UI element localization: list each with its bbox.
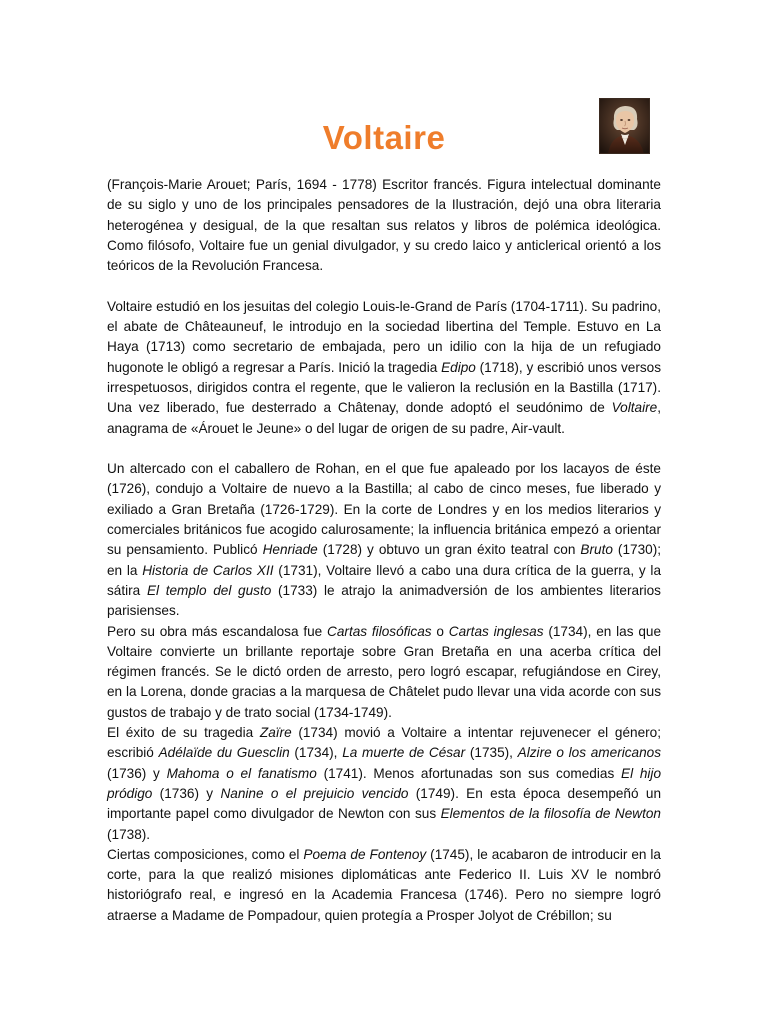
paragraph-text: (1735),: [465, 745, 518, 761]
paragraph-text: Ciertas composiciones, como el: [107, 846, 304, 862]
italic-title-text: Nanine o el prejuicio vencido: [220, 785, 409, 801]
italic-title-text: Poema de Fontenoy: [303, 846, 427, 862]
body-paragraph: [107, 622, 661, 723]
paragraph-text: (1730); en la: [107, 542, 661, 578]
italic-title-text: Historia de Carlos XII: [142, 562, 274, 578]
paragraph-text: Voltaire estudió en los jesuitas del colegio Louis-le-Grand de París (1704-1711). Su padrino, el abate de Châteauneuf, le introdujo en la sociedad libertina del Temple. Estuvo en La Haya (1713) como secretario de embajada, pero un idilio con la hija de un refugiado hugonote le obligó a regresar a París. Inició la tragedia: [107, 298, 661, 375]
paragraph-text: (1741). Menos afortunadas son sus comedias: [316, 765, 621, 781]
paragraph-text: (1736) y: [107, 765, 167, 781]
paragraph-text: (1749). En esta época desempeñó un importante papel como divulgador de Newton con sus: [107, 785, 662, 822]
italic-title-text: Cartas filosóficas: [327, 623, 432, 639]
paragraph-text: (1738).: [107, 826, 151, 842]
italic-title-text: La muerte de César: [342, 745, 466, 761]
paragraph-text: (1745), le acabaron de introducir en la corte, para la que realizó misiones diplomáticas ante Federico II. Luis XV le nombró historiógrafo real, e ingresó en la Academia Francesa (1746). Pero no siempre logró atraerse a Madame de Pompadour, quien protegía a Prosper Jolyot de Crébillon; su: [107, 846, 661, 923]
body-paragraph: [107, 845, 661, 926]
paragraph-text: (1736) y: [152, 785, 221, 801]
paragraph-text: (1734),: [289, 745, 343, 761]
italic-title-text: Henriade: [262, 542, 318, 558]
paragraph-text: (1734) movió a Voltaire a intentar rejuvenecer el género; escribió: [107, 725, 661, 761]
italic-title-text: Mahoma o el fanatismo: [166, 765, 317, 781]
italic-title-text: Edipo: [441, 359, 476, 375]
paragraph-text: , anagrama de «Árouet le Jeune» o del lugar de origen de su padre, Air-vault.: [107, 400, 661, 436]
article-body: [107, 175, 661, 926]
italic-title-text: Elementos de la filosofía de Newton: [440, 806, 661, 822]
italic-title-text: Zaïre: [259, 725, 292, 741]
body-paragraph: [107, 459, 661, 621]
body-paragraph: [107, 297, 661, 439]
italic-title-text: El hijo pródigo: [107, 765, 661, 801]
portrait-of-voltaire-icon: [599, 98, 650, 154]
italic-title-text: Bruto: [580, 542, 613, 558]
paragraph-text: Un altercado con el caballero de Rohan, en el que fue apaleado por los lacayos de éste (1726), condujo a Voltaire de nuevo a la Bastilla; al cabo de cinco meses, fue liberado y exiliado a Gran Bretaña (1726-1729). En la corte de Londres y en los medios literarios y comerciales británicos fue acogido calurosamente; la influencia británica empezó a orientar su pensamiento. Publicó: [107, 461, 661, 558]
italic-title-text: Adélaïde du Guesclin: [158, 745, 290, 761]
page-title: Voltaire: [322, 119, 446, 156]
paragraph-text: (1731), Voltaire llevó a cabo una dura crítica de la guerra, y la sátira: [107, 562, 661, 598]
paragraph-text: (1734), en las que Voltaire convierte un brillante reportaje sobre Gran Bretaña en una acerba crítica del régimen francés. Se le dictó orden de arresto, pero logró escapar, refugiándose en Cirey, en la Lorena, donde gracias a la marquesa de Châtelet pudo llevar una vida acorde con sus gustos de trabajo y de trato social (1734-1749).: [107, 623, 662, 720]
italic-title-text: El templo del gusto: [146, 582, 272, 598]
italic-title-text: Alzire o los americanos: [517, 745, 662, 761]
body-paragraph: [107, 175, 661, 276]
paragraph-text: o: [431, 623, 449, 639]
paragraph-text: (François-Marie Arouet; París, 1694 - 1778) Escritor francés. Figura intelectual dominante de su siglo y uno de los principales pensadores de la Ilustración, dejó una obra literaria heterogénea y desigual, de la que resaltan sus relatos y libros de polémica ideológica. Como filósofo, Voltaire fue un genial divulgador, y su credo laico y anticlerical orientó a los teóricos de la Revolución Francesa.: [107, 177, 661, 274]
italic-title-text: Voltaire: [611, 400, 658, 416]
paragraph-text: Pero su obra más escandalosa fue: [107, 623, 328, 639]
paragraph-text: El éxito de su tragedia: [107, 725, 260, 741]
body-paragraph: [107, 723, 661, 845]
italic-title-text: Cartas inglesas: [448, 623, 544, 639]
paragraph-text: (1733) le atrajo la animadversión de los ambientes literarios parisienses.: [107, 582, 661, 619]
paragraph-text: (1718), y escribió unos versos irrespetuosos, dirigidos contra el regente, que le valieron la reclusión en la Bastilla (1717). Una vez liberado, fue desterrado a Châtenay, donde adoptó el seudónimo de: [107, 359, 661, 416]
paragraph-text: (1728) y obtuvo un gran éxito teatral con: [317, 542, 581, 558]
